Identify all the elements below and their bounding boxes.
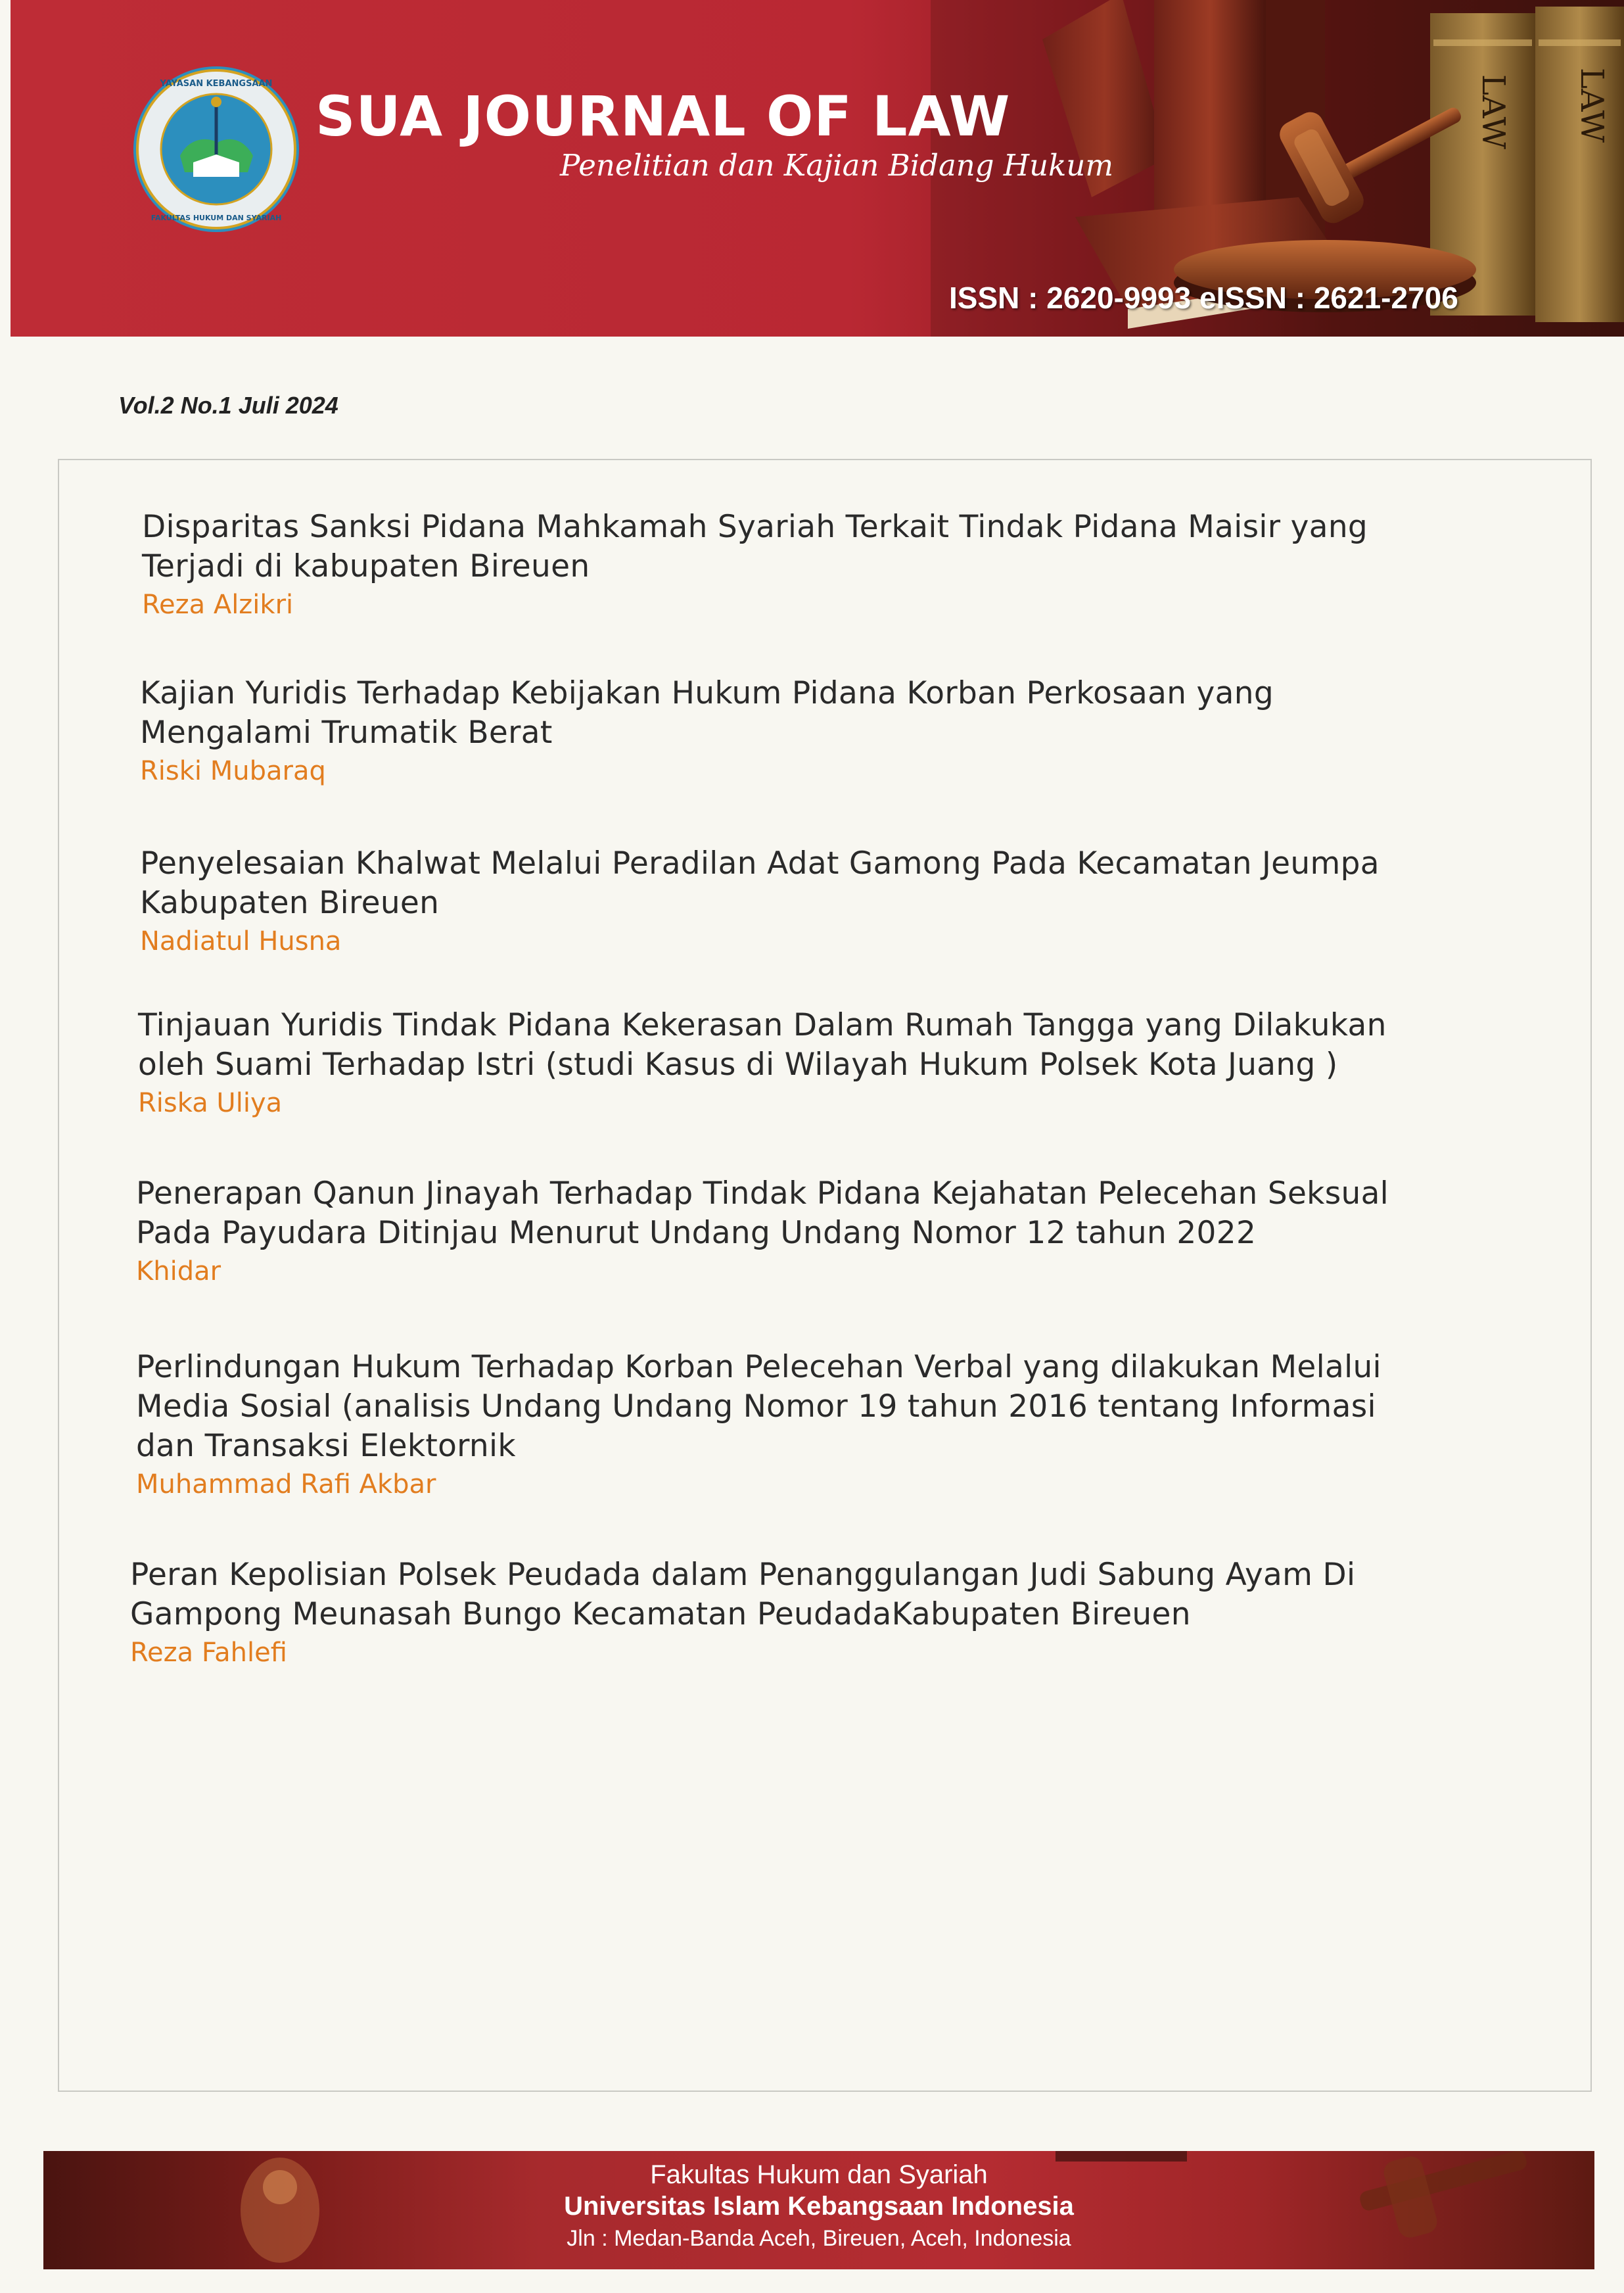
article-item-7[interactable] (130, 1555, 1355, 1671)
issue-label: Vol.2 No.1 Juli 2024 (118, 392, 338, 419)
article-author: Riski Mubaraq (140, 756, 326, 786)
article-author: Reza Alzikri (142, 590, 294, 620)
article-author: Riska Uliya (138, 1088, 283, 1118)
article-author: Reza Fahlefi (130, 1638, 287, 1668)
journal-title: SUA JOURNAL OF LAW (315, 84, 1011, 149)
article-title[interactable]: Perlindungan Hukum Terhadap Korban Pelecehan Verbal yang dilakukan Melalui Media Sosial (analisis Undang Undang Nomor 19 tahun 2016 tentang Informasi dan Transaksi Elektornik (136, 1349, 1381, 1464)
header-banner (11, 0, 1624, 337)
article-title[interactable]: Kajian Yuridis Terhadap Kebijakan Hukum Pidana Korban Perkosaan yang Mengalami Trumatik Berat (140, 675, 1274, 751)
article-title[interactable]: Disparitas Sanksi Pidana Mahkamah Syariah Terkait Tindak Pidana Maisir yang Terjadi di kabupaten Bireuen (142, 509, 1368, 584)
journal-subtitle: Penelitian dan Kajian Bidang Hukum (560, 148, 1114, 183)
article-item-5[interactable] (136, 1174, 1389, 1290)
article-title[interactable]: Penerapan Qanun Jinayah Terhadap Tindak Pidana Kejahatan Pelecehan Seksual Pada Payudara Ditinjau Menurut Undang Undang Nomor 12 tahun 2022 (136, 1175, 1389, 1251)
article-item-2[interactable] (140, 674, 1274, 790)
article-author: Muhammad Rafi Akbar (136, 1469, 436, 1500)
article-item-1[interactable] (142, 508, 1368, 623)
article-title[interactable]: Tinjauan Yuridis Tindak Pidana Kekerasan Dalam Rumah Tangga yang Dilakukan oleh Suami Terhadap Istri (studi Kasus di Wilayah Hukum Polsek Kota Juang ) (138, 1007, 1387, 1083)
footer-address: Jln : Medan-Banda Aceh, Bireuen, Aceh, Indonesia (567, 2226, 1071, 2251)
footer-university: Universitas Islam Kebangsaan Indonesia (564, 2192, 1074, 2221)
issn-line: ISSN : 2620-9993 eISSN : 2621-2706 (949, 281, 1458, 315)
book-spine-text: LAW (1475, 74, 1512, 149)
article-author: Khidar (136, 1256, 221, 1287)
seal-bottom-text: FAKULTAS HUKUM DAN SYARIAH (151, 214, 282, 222)
seal-top-text: YAYASAN KEBANGSAAN (160, 79, 273, 89)
article-item-6[interactable] (136, 1348, 1381, 1503)
book-spine-text-2: LAW (1573, 68, 1610, 143)
article-author: Nadiatul Husna (140, 926, 342, 957)
article-title[interactable]: Penyelesaian Khalwat Melalui Peradilan Adat Gamong Pada Kecamatan Jeumpa Kabupaten Bireuen (140, 845, 1380, 921)
university-seal-logo (131, 64, 302, 235)
article-title[interactable]: Peran Kepolisian Polsek Peudada dalam Penanggulangan Judi Sabung Ayam Di Gampong Meunasah Bungo Kecamatan PeudadaKabupaten Bireuen (130, 1557, 1356, 1632)
article-item-3[interactable] (140, 844, 1380, 960)
footer-banner (43, 2151, 1594, 2269)
footer-faculty: Fakultas Hukum dan Syariah (650, 2160, 988, 2189)
article-item-4[interactable] (138, 1006, 1387, 1122)
